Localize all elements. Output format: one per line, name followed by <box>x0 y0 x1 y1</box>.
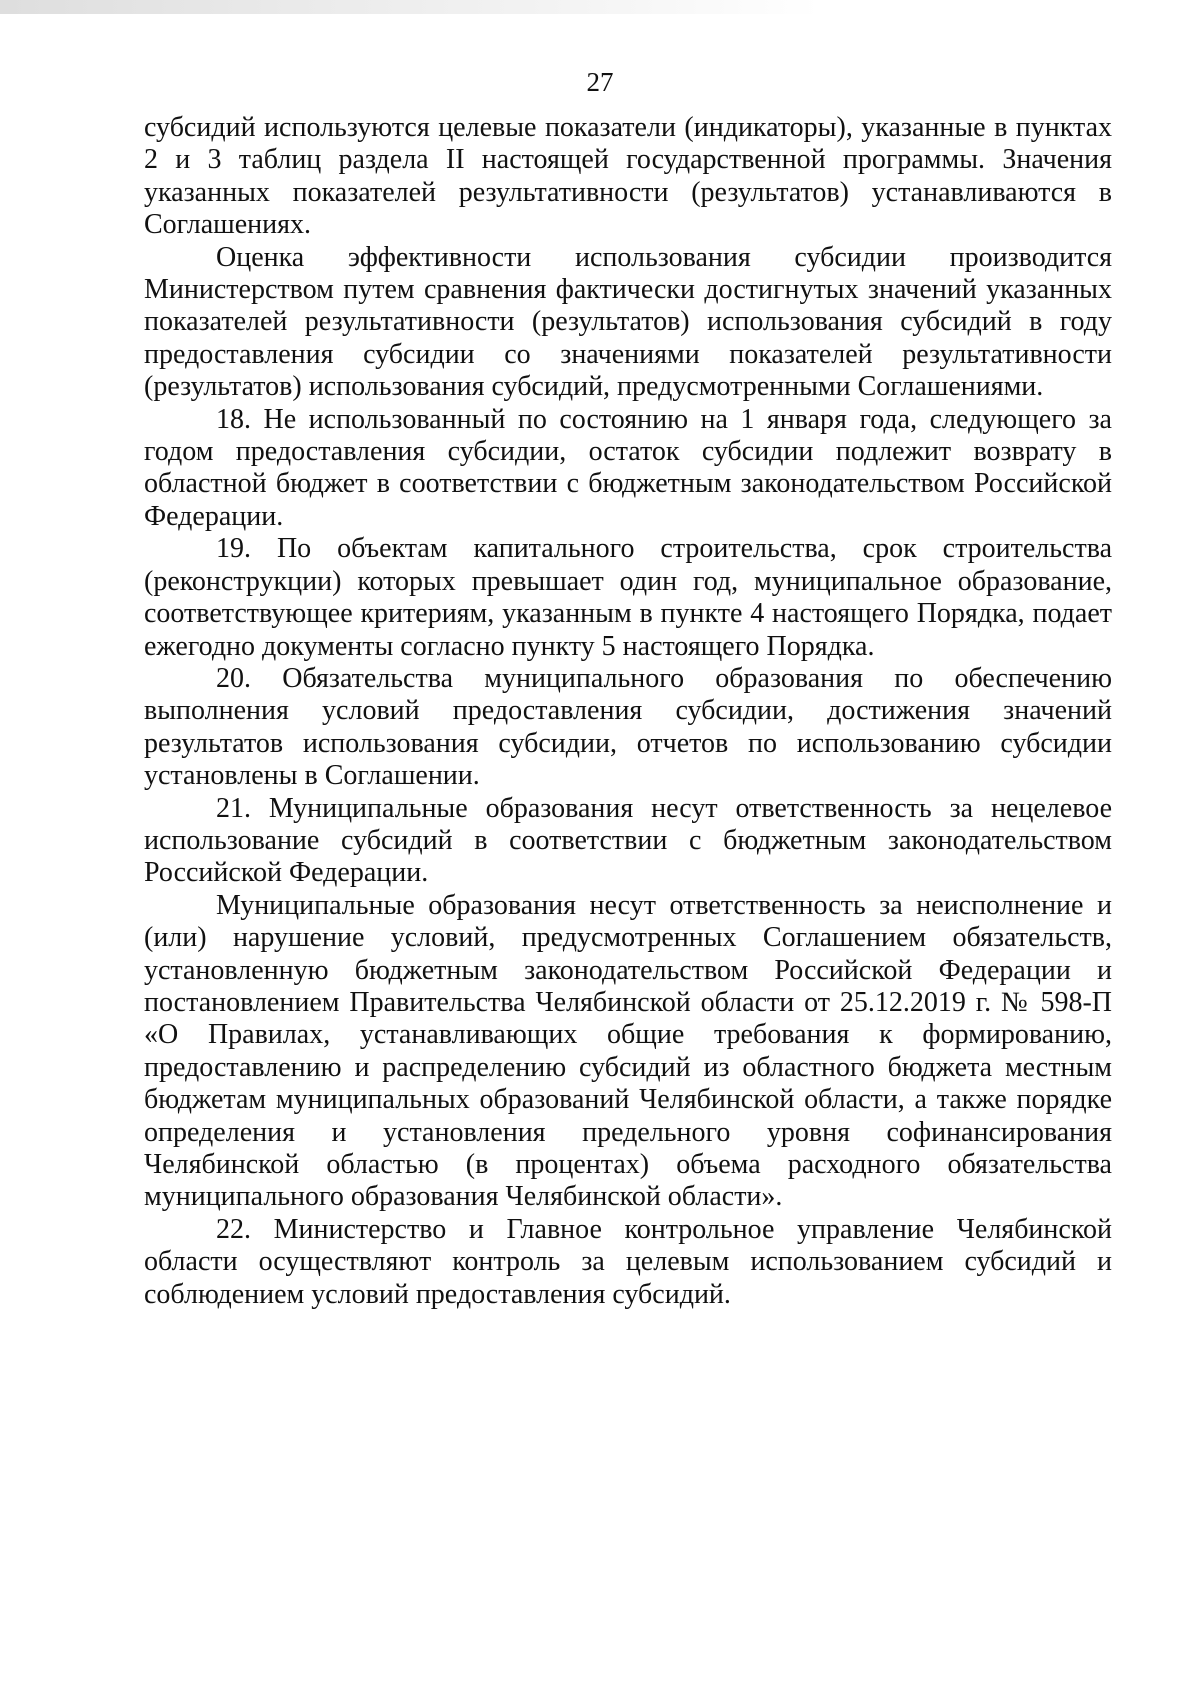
paragraph-item-19: 19. По объектам капитального строительства, срок строительства (реконструкции) которых превышает один год, муниципальное образование, соответствующее критериям, указанным в пункте 4 настоящего Порядка, подает ежегодно документы согласно пункту 5 настоящего Порядка. <box>144 533 1112 662</box>
paragraph-item-20: 20. Обязательства муниципального образования по обеспечению выполнения условий предоставления субсидии, достижения значений результатов использования субсидии, отчетов по использованию субсидии установлены в Соглашении. <box>144 662 1112 792</box>
document-body <box>144 112 1112 1311</box>
paragraph-continuation: субсидий используются целевые показатели (индикаторы), указанные в пунктах 2 и 3 таблиц раздела II настоящей государственной программы. Значения указанных показателей результативности (результатов) устанавливаются в Соглашениях. <box>144 112 1112 241</box>
paragraph-item-18: 18. Не использованный по состоянию на 1 января года, следующего за годом предоставления субсидии, остаток субсидии подлежит возврату в областной бюджет в соответствии с бюджетным законодательством Российской Федерации. <box>144 403 1112 532</box>
paragraph-item-22: 22. Министерство и Главное контрольное управление Челябинской области осуществляют контроль за целевым использованием субсидий и соблюдением условий предоставления субсидий. <box>144 1213 1112 1310</box>
page-number: 27 <box>586 67 614 97</box>
scan-edge-artifact <box>0 0 820 14</box>
paragraph-item-21: 21. Муниципальные образования несут ответственность за нецелевое использование субсидий в соответствии с бюджетным законодательством Российской Федерации. <box>144 792 1112 889</box>
paragraph-efficiency-assessment: Оценка эффективности использования субсидии производится Министерством путем сравнения фактически достигнутых значений указанных показателей результативности (результатов) использования субсидий в году предоставления субсидии со значениями показателей результативности (результатов) использования субсидий, предусмотренными Соглашениями. <box>144 241 1112 403</box>
paragraph-responsibility: Муниципальные образования несут ответственность за неисполнение и (или) нарушение условий, предусмотренных Соглашением обязательств, установленную бюджетным законодательством Российской Федерации и постановлением Правительства Челябинской области от 25.12.2019 г. № 598-П «О Правилах, устанавливающих общие требования к формированию, предоставлению и распределению субсидий из областного бюджета местным бюджетам муниципальных образований Челябинской области, а также порядке определения и установления предельного уровня софинансирования Челябинской областью (в процентах) объема расходного обязательства муниципального образования Челябинской области». <box>144 889 1112 1213</box>
